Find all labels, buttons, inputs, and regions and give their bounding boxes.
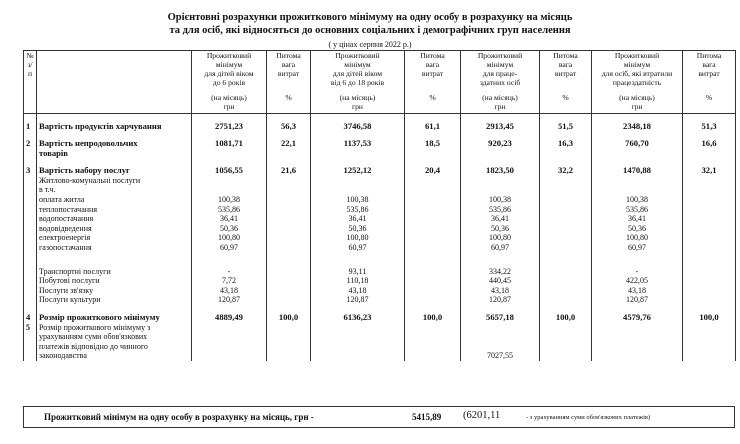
table-row-food: 1 Вартість продуктів харчування 2751,23 56,3 3746,58 61,1 2913,45 51,5 2348,18 51,3 xyxy=(24,122,736,132)
title-line-2: та для осіб, які відносяться до основних соціальних і демографічних груп населення xyxy=(169,25,571,36)
header-weight4: Питома вага витрат xyxy=(683,51,736,94)
table-row: водопостачання 36,41 36,41 36,41 36,41 xyxy=(24,214,736,224)
header-col3: Прожитковий мінімум для праце- здатних осіб xyxy=(461,51,540,94)
table-row-nonfood: 2 Вартість непродовольчих товарів 1081,71 22,1 1137,53 18,5 920,23 16,3 760,70 16,6 xyxy=(24,139,736,158)
header-label xyxy=(37,51,192,94)
table-row: оплата житла 100,38 100,38 100,38 100,38 xyxy=(24,195,736,205)
table-row-services: 3 Вартість набору послуг 1056,55 21,6 1252,12 20,4 1823,50 32,2 1470,88 32,1 xyxy=(24,166,736,176)
header-col4: Прожитковий мінімум для осіб, які втратили працездатність xyxy=(592,51,683,94)
table-row: Побутові послуги 7,72 110,18 440,45 422,05 xyxy=(24,276,736,286)
table-row: Послуги культури 120,87 120,87 120,87 120,87 xyxy=(24,295,736,305)
table-row: теплопостачання 535,86 535,86 535,86 535,86 xyxy=(24,205,736,215)
summary-note: - з урахуванням суми обов'язкових платежів) xyxy=(526,414,651,421)
header-weight1: Питома вага витрат xyxy=(267,51,311,94)
table-row-incl: в т.ч. xyxy=(24,185,736,195)
header-weight3: Питома вага витрат xyxy=(540,51,592,94)
table-row: електроенергія 100,80 100,80 100,80 100,80 xyxy=(24,233,736,243)
subtitle: ( у цінах серпня 2022 р.) xyxy=(328,40,412,49)
table-row: Транспортні послуги - 93,11 334,22 - xyxy=(24,267,736,277)
table-row: водовідведення 50,36 50,36 50,36 50,36 xyxy=(24,224,736,234)
table-row-size-with-payments: 5 Розмір прожиткового мінімуму з урахуванням суми обов'язкових платежів відповідно до чинного законодавства 7027,55 xyxy=(24,323,736,361)
summary-value: 5415,89 xyxy=(412,412,442,422)
header-num: № з/п xyxy=(24,51,37,94)
header-col2: Прожитковий мінімум для дітей віком від 6 до 18 років xyxy=(311,51,405,94)
summary-bar xyxy=(23,406,735,428)
table-row-housing-title: Житлово-комунальні послуги xyxy=(24,176,736,186)
header-units-row: (на місяць) грн % (на місяць) грн % (на місяць) грн % (на місяць) грн % xyxy=(24,93,736,114)
table-row-size: 4 Розмір прожиткового мінімуму 4889,49 100,0 6136,23 100,0 5657,18 100,0 4579,76 100,0 xyxy=(24,313,736,323)
title-line-1: Орієнтовні розрахунки прожиткового мінімуму на одну особу в розрахунку на місяць xyxy=(167,12,573,23)
subsistence-table xyxy=(23,50,736,361)
header-col1: Прожитковий мінімум для дітей віком до 6 років xyxy=(192,51,267,94)
header-weight2: Питома вага витрат xyxy=(405,51,461,94)
header-row xyxy=(24,51,736,94)
summary-value-with-payments: (6201,11 xyxy=(463,410,501,421)
table-row: Послуги зв'язку 43,18 43,18 43,18 43,18 xyxy=(24,286,736,296)
table-row: газопостачання 60,97 60,97 60,97 60,97 xyxy=(24,243,736,253)
summary-label: Прожитковий мінімум на одну особу в розрахунку на місяць, грн - xyxy=(44,412,314,422)
